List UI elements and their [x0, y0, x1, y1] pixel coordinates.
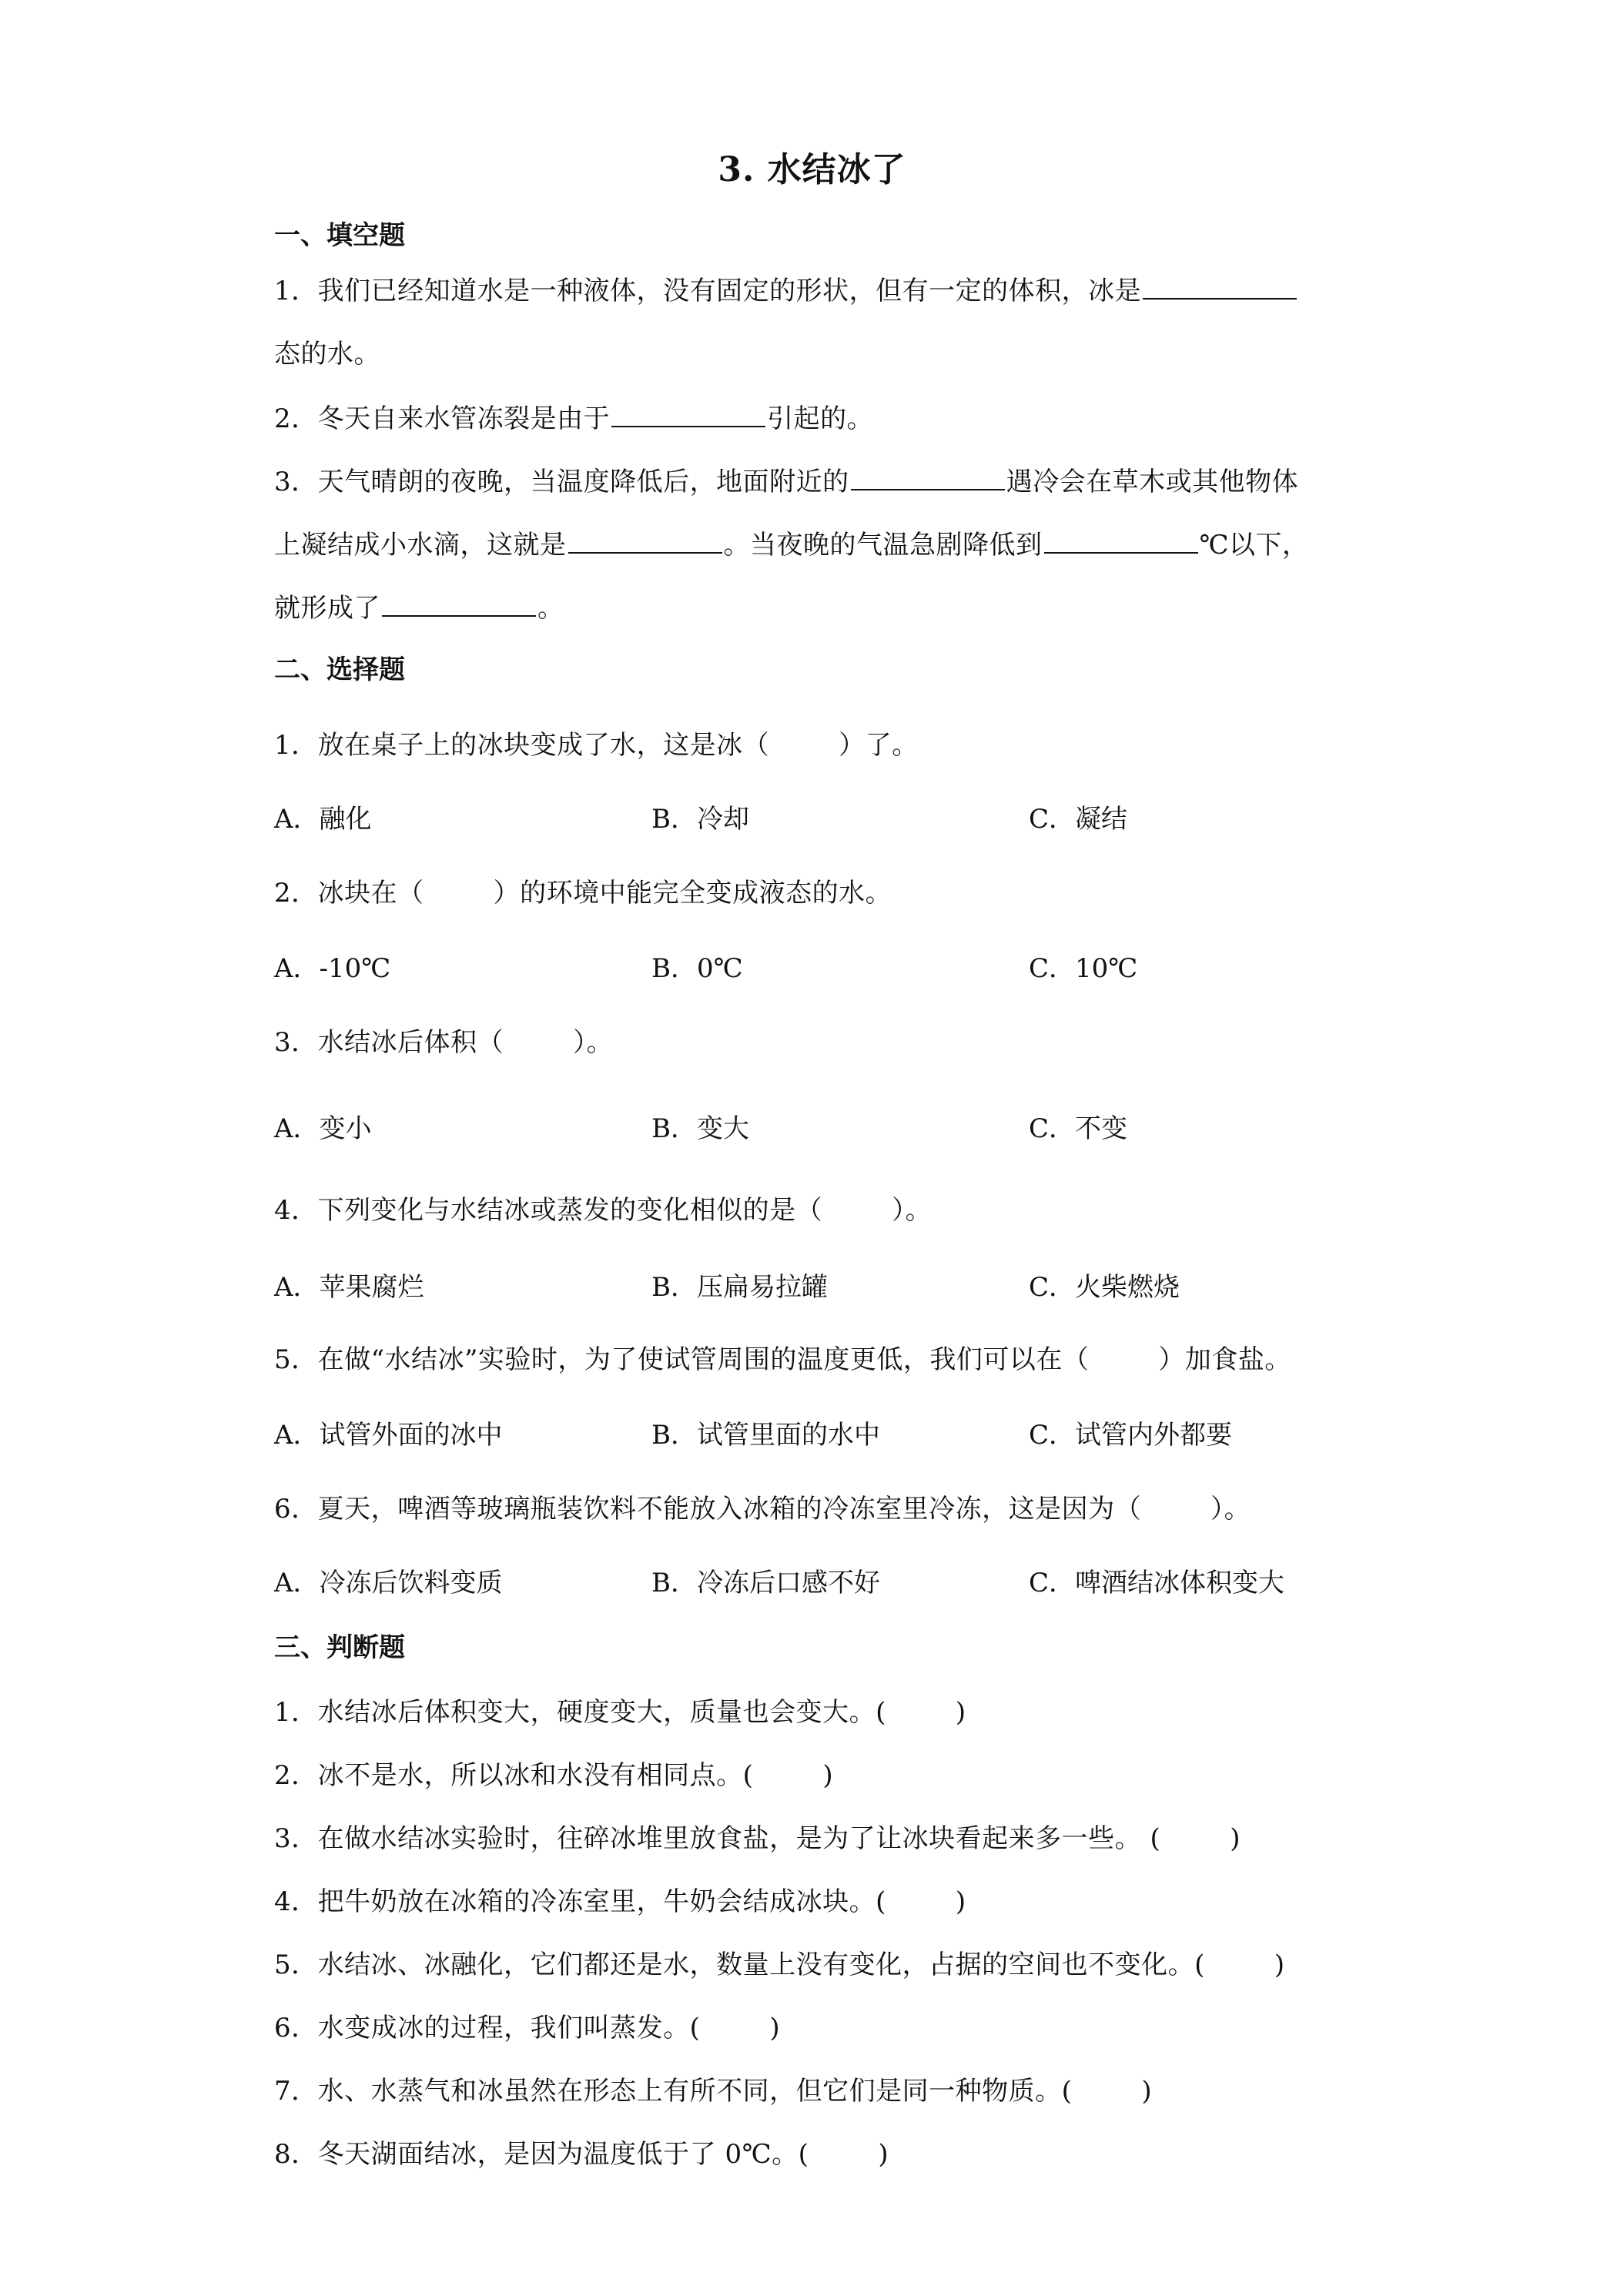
question-text: ℃以下， — [1199, 530, 1309, 561]
close-paren: ) — [769, 2013, 781, 2043]
option-b[interactable]: B．冷却 — [651, 804, 749, 835]
option-a[interactable]: A．苹果腐烂 — [274, 1272, 424, 1303]
close-paren: ) — [955, 1886, 966, 1917]
close-paren: ) — [822, 1760, 834, 1791]
judge-item-7 — [274, 2070, 1152, 2107]
choice-question-3 — [274, 1021, 613, 1059]
option-c[interactable]: C．凝结 — [1029, 804, 1128, 835]
question-number: 8． — [274, 2139, 318, 2170]
question-text: ）。 — [1210, 1494, 1251, 1525]
answer-blank[interactable] — [1044, 529, 1198, 554]
close-paren: ) — [1230, 1823, 1241, 1854]
option-c[interactable]: C．火柴燃烧 — [1029, 1272, 1180, 1303]
question-number: 2． — [274, 403, 318, 434]
question-text: ）了。 — [839, 730, 919, 761]
question-number: 1． — [274, 276, 318, 306]
question-number: 7． — [274, 2076, 318, 2107]
section-heading-true-false: 三、判断题 — [274, 1632, 405, 1663]
question-text: 下列变化与水结冰或蒸发的变化相似的是（ — [317, 1195, 823, 1226]
question-text: 放在桌子上的冰块变成了水，这是冰（ — [317, 730, 770, 761]
question-text: 在做水结冰实验时，往碎冰堆里放食盐，是为了让冰块看起来多一些。 ( — [317, 1823, 1161, 1854]
fill-question-3-line-2 — [274, 524, 1309, 561]
section-heading-fill-blank: 一、填空题 — [274, 220, 405, 251]
judge-item-6 — [274, 2006, 780, 2044]
answer-blank[interactable] — [851, 466, 1005, 490]
fill-question-3-line-1 — [274, 460, 1298, 498]
section-heading-choice: 二、选择题 — [274, 654, 405, 685]
close-paren: ) — [1274, 1950, 1285, 1980]
option-b[interactable]: B．冷冻后口感不好 — [651, 1568, 880, 1598]
question-number: 3． — [274, 1823, 318, 1854]
option-b[interactable]: B．试管里面的水中 — [651, 1420, 880, 1451]
question-text: ）。 — [573, 1027, 614, 1058]
question-number: 5． — [274, 1950, 318, 1980]
answer-blank[interactable] — [568, 529, 722, 554]
question-text: 就形成了 — [274, 593, 380, 624]
question-text: 冰块在（ — [317, 878, 424, 909]
answer-blank[interactable] — [382, 592, 536, 617]
question-text: 。 — [537, 593, 564, 624]
question-text: 把牛奶放在冰箱的冷冻室里，牛奶会结成冰块。( — [317, 1886, 886, 1917]
question-number: 4． — [274, 1886, 318, 1917]
choice-question-1 — [274, 724, 919, 761]
question-text: 上凝结成小水滴，这就是 — [274, 530, 567, 561]
answer-blank[interactable] — [1143, 275, 1297, 300]
question-text: 。当夜晚的气温急剧降低到 — [723, 530, 1043, 561]
choice-question-5 — [274, 1338, 1291, 1376]
question-number: 2． — [274, 1760, 318, 1791]
fill-question-1-line-1 — [274, 269, 1298, 307]
option-a[interactable]: A．-10℃ — [274, 953, 391, 984]
question-text: 冰不是水，所以冰和水没有相同点。( — [317, 1760, 754, 1791]
question-number: 5． — [274, 1344, 318, 1375]
option-c[interactable]: C．不变 — [1029, 1113, 1128, 1144]
option-a[interactable]: A．冷冻后饮料变质 — [274, 1568, 503, 1598]
answer-blank[interactable] — [611, 403, 765, 427]
question-text: 冬天湖面结冰，是因为温度低于了 0℃。( — [317, 2139, 809, 2170]
option-c[interactable]: C．试管内外都要 — [1029, 1420, 1233, 1451]
option-b[interactable]: B．压扁易拉罐 — [651, 1272, 828, 1303]
question-text: 夏天，啤酒等玻璃瓶装饮料不能放入冰箱的冷冻室里冷冻，这是因为（ — [317, 1494, 1142, 1525]
judge-item-1 — [274, 1691, 966, 1729]
option-c[interactable]: C．啤酒结冰体积变大 — [1029, 1568, 1285, 1598]
page-title: 3. 水结冰了 — [718, 150, 906, 189]
question-number: 2． — [274, 878, 318, 909]
option-b[interactable]: B．变大 — [651, 1113, 749, 1144]
question-text: 引起的。 — [767, 403, 874, 434]
question-text: ）加食盐。 — [1158, 1344, 1291, 1375]
question-text: 在做“水结冰”实验时，为了使试管周围的温度更低，我们可以在（ — [317, 1344, 1090, 1375]
close-paren: ) — [955, 1697, 966, 1728]
question-text: 水、水蒸气和冰虽然在形态上有所不同，但它们是同一种物质。( — [317, 2076, 1073, 2107]
close-paren: ) — [1141, 2076, 1153, 2107]
option-a[interactable]: A．融化 — [274, 804, 372, 835]
close-paren: ) — [878, 2139, 889, 2170]
question-text: 水结冰后体积变大，硬度变大，质量也会变大。( — [317, 1697, 886, 1728]
fill-question-1-line-2 — [274, 333, 380, 370]
choice-question-6 — [274, 1488, 1251, 1525]
question-text: ）的环境中能完全变成液态的水。 — [493, 878, 892, 909]
question-number: 4． — [274, 1195, 318, 1226]
fill-question-3-line-3 — [274, 587, 564, 624]
question-number: 1． — [274, 1697, 318, 1728]
option-b[interactable]: B．0℃ — [651, 953, 743, 984]
judge-item-4 — [274, 1880, 966, 1918]
question-number: 3． — [274, 467, 318, 497]
question-text: 冬天自来水管冻裂是由于 — [317, 403, 611, 434]
question-text: 天气晴朗的夜晚，当温度降低后，地面附近的 — [317, 467, 849, 497]
judge-item-2 — [274, 1754, 833, 1792]
question-number: 3． — [274, 1027, 318, 1058]
question-text: 水结冰、冰融化，它们都还是水，数量上没有变化，占据的空间也不变化。( — [317, 1950, 1205, 1980]
question-text: 遇冷会在草木或其他物体 — [1006, 467, 1299, 497]
question-text: 态的水。 — [274, 339, 380, 370]
question-text: 水结冰后体积（ — [317, 1027, 504, 1058]
fill-question-2 — [274, 397, 873, 435]
option-c[interactable]: C．10℃ — [1029, 953, 1138, 984]
choice-question-2 — [274, 872, 892, 909]
judge-item-5 — [274, 1943, 1285, 1981]
question-text: 水变成冰的过程，我们叫蒸发。( — [317, 2013, 701, 2043]
question-text: ）。 — [892, 1195, 933, 1226]
question-number: 6． — [274, 1494, 318, 1525]
option-a[interactable]: A．变小 — [274, 1113, 372, 1144]
question-number: 6． — [274, 2013, 318, 2043]
option-a[interactable]: A．试管外面的冰中 — [274, 1420, 503, 1451]
question-text: 我们已经知道水是一种液体，没有固定的形状，但有一定的体积，冰是 — [317, 276, 1142, 306]
judge-item-8 — [274, 2133, 889, 2170]
judge-item-3 — [274, 1817, 1241, 1855]
choice-question-4 — [274, 1189, 932, 1227]
question-number: 1． — [274, 730, 318, 761]
